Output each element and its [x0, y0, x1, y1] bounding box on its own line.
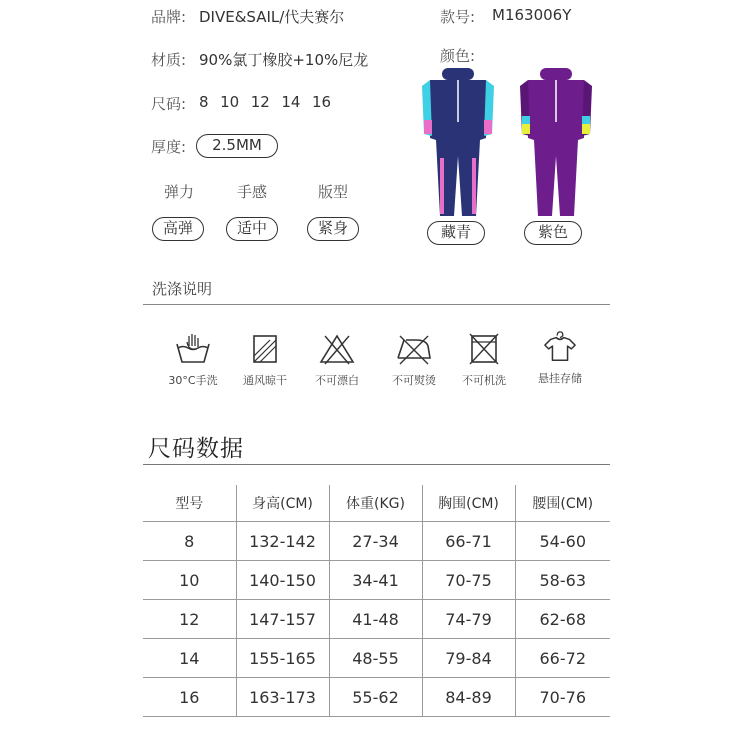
wash-label-bleach: 不可漂白	[315, 374, 359, 387]
cell-model: 8	[143, 522, 236, 561]
cell-waist: 54-60	[515, 522, 610, 561]
wash-item-shade	[226, 332, 304, 388]
size-values: 8 10 12 14 16	[199, 93, 332, 111]
table-row	[143, 522, 610, 561]
wash-item-machine	[445, 332, 523, 388]
cell-height: 163-173	[236, 678, 329, 717]
cell-model: 14	[143, 639, 236, 678]
model-value: M163006Y	[492, 6, 572, 24]
no-machine-wash-icon	[464, 332, 504, 366]
wetsuit-navy-image	[420, 66, 496, 218]
wash-item-bleach	[298, 332, 376, 388]
cell-chest: 74-79	[422, 600, 515, 639]
wash-item-hand	[154, 332, 232, 388]
no-iron-icon	[394, 332, 434, 366]
cell-waist: 70-76	[515, 678, 610, 717]
elasticity-pill: 高弹	[152, 217, 204, 241]
wash-label-hang: 悬挂存储	[538, 372, 582, 385]
cell-chest: 79-84	[422, 639, 515, 678]
hand-wash-30-icon	[173, 332, 213, 366]
cell-model: 16	[143, 678, 236, 717]
size-table-header-row	[143, 485, 610, 522]
fit-label: 版型	[318, 183, 349, 201]
cell-weight: 27-34	[329, 522, 422, 561]
feel-label: 手感	[237, 183, 268, 201]
material-value: 90%氯丁橡胶+10%尼龙	[199, 51, 369, 69]
brand-label: 品牌:	[151, 8, 187, 26]
dry-in-shade-icon	[245, 332, 285, 366]
cell-height: 155-165	[236, 639, 329, 678]
cell-chest: 66-71	[422, 522, 515, 561]
fit-pill: 紧身	[307, 217, 359, 241]
header-waist: 腰围(CM)	[515, 485, 610, 522]
size-label: 尺码:	[151, 95, 187, 113]
cell-weight: 55-62	[329, 678, 422, 717]
table-row	[143, 678, 610, 717]
cell-height: 147-157	[236, 600, 329, 639]
size-chart-title: 尺码数据	[148, 436, 244, 462]
cell-height: 132-142	[236, 522, 329, 561]
size-table	[143, 485, 610, 717]
cell-weight: 34-41	[329, 561, 422, 600]
wash-item-hang	[521, 330, 599, 386]
header-height: 身高(CM)	[236, 485, 329, 522]
thickness-label: 厚度:	[151, 138, 187, 156]
wash-label-machine: 不可机洗	[462, 374, 506, 387]
hang-dry-icon	[540, 330, 580, 364]
no-bleach-icon	[317, 332, 357, 366]
header-weight: 体重(KG)	[329, 485, 422, 522]
table-row	[143, 639, 610, 678]
feel-pill: 适中	[226, 217, 278, 241]
wetsuit-purple-image	[518, 66, 594, 218]
material-label: 材质:	[151, 51, 187, 69]
wash-label-shade: 通风晾干	[243, 374, 287, 387]
brand-value: DIVE&SAIL/代夫赛尔	[199, 8, 345, 26]
cell-model: 10	[143, 561, 236, 600]
thickness-pill: 2.5MM	[196, 134, 278, 158]
cell-weight: 48-55	[329, 639, 422, 678]
wash-label-iron: 不可熨烫	[392, 374, 436, 387]
header-chest: 胸围(CM)	[422, 485, 515, 522]
elasticity-label: 弹力	[164, 183, 195, 201]
color-option-purple[interactable]: 紫色	[524, 221, 582, 245]
model-label: 款号:	[440, 8, 476, 26]
washing-divider	[143, 304, 610, 305]
cell-chest: 70-75	[422, 561, 515, 600]
color-option-navy[interactable]: 藏青	[427, 221, 485, 245]
cell-weight: 41-48	[329, 600, 422, 639]
cell-height: 140-150	[236, 561, 329, 600]
washing-title: 洗涤说明	[152, 280, 213, 298]
header-model: 型号	[143, 485, 236, 522]
cell-waist: 66-72	[515, 639, 610, 678]
cell-waist: 58-63	[515, 561, 610, 600]
cell-model: 12	[143, 600, 236, 639]
table-row	[143, 600, 610, 639]
cell-waist: 62-68	[515, 600, 610, 639]
table-row	[143, 561, 610, 600]
size-chart-divider	[143, 464, 610, 465]
wash-item-iron	[375, 332, 453, 388]
cell-chest: 84-89	[422, 678, 515, 717]
wash-label-hand: 30°C手洗	[168, 374, 218, 387]
color-label: 颜色:	[440, 47, 476, 65]
